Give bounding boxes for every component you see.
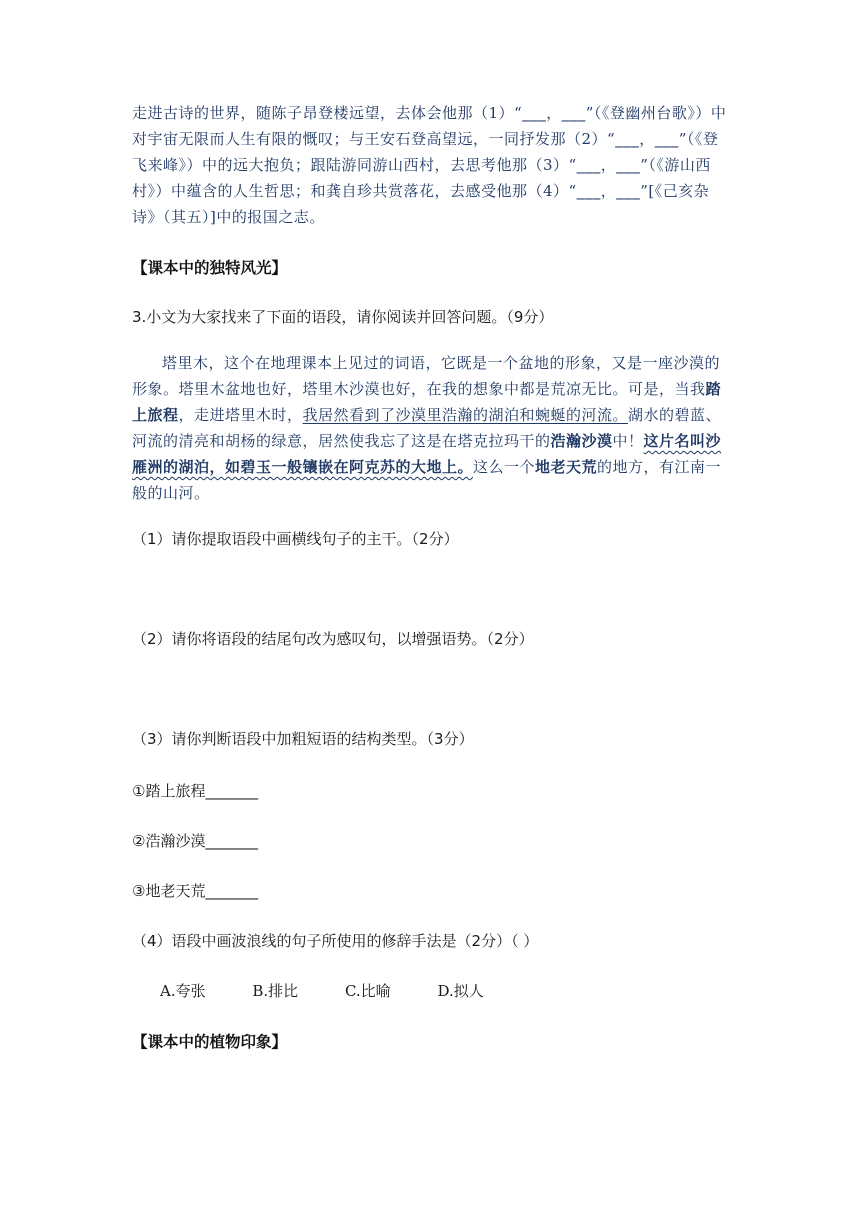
- fill-blank: ___: [654, 130, 679, 148]
- fill-blank: ___: [615, 130, 640, 148]
- passage-text: 的地方，有江南一般的山河。: [132, 458, 722, 502]
- intro-text-1: 走进古诗的世界，随陈子昂登楼远望，去体会他那（1）“: [132, 104, 523, 122]
- fill-blank: ___: [616, 156, 641, 174]
- intro-paragraph: [132, 100, 732, 230]
- answer-item-1[interactable]: ①踏上旅程_______: [132, 782, 258, 800]
- choice-options: [160, 980, 526, 1001]
- section-heading-plants: 【课本中的植物印象】: [132, 1033, 288, 1051]
- intro-text-4: ”（《游山西村》）中蕴含的人生哲思；和龚自珍共赏落花，去感受他那（4）“: [132, 156, 711, 200]
- sub-question-2: （2）请你将语段的结尾句改为感叹句，以增强语势。（2分）: [132, 630, 534, 648]
- comma: ，: [639, 130, 655, 148]
- bold-phrase-2: 浩瀚沙漠: [550, 432, 613, 450]
- bold-phrase-1: 踏上旅程: [132, 380, 722, 424]
- choice-c[interactable]: C.比喻: [344, 982, 391, 1000]
- reading-passage: [132, 350, 732, 506]
- fill-blank: ___: [522, 104, 547, 122]
- fill-blank: ___: [561, 104, 586, 122]
- comma: ，: [600, 156, 617, 174]
- bold-phrase-3: 地老天荒: [535, 458, 598, 476]
- intro-text-3: ”（《登飞来峰》）中的远大抱负；跟陆游同游山西村，去思考他那（3）“: [132, 130, 719, 174]
- passage-text: 湖水的碧蓝、河流的清亮和胡杨的绿意，居然使我忘了这是在塔克拉玛干的: [132, 406, 722, 450]
- passage-text: 塔里木，这个在地理课本上见过的词语，它既是一个盆地的形象，又是一座沙漠的形象。塔里木盆地也好，塔里木沙漠也好，在我的想象中都是荒凉无比。可是，当我: [132, 354, 721, 398]
- passage-text: ，走进塔里木时，: [178, 406, 303, 424]
- question-3-prompt: 3.小文为大家找来了下面的语段，请你阅读并回答问题。（9分）: [132, 308, 554, 326]
- fill-blank: ___: [576, 182, 601, 200]
- fill-blank: ___: [576, 156, 601, 174]
- passage-text: 这么一个: [473, 458, 536, 476]
- choice-b[interactable]: B.排比: [252, 982, 299, 1000]
- intro-text-5: ”[《己亥杂诗》（其五）]中的报国之志。: [132, 182, 710, 226]
- wavy-underlined-sentence: 这片名叫沙雁洲的湖泊，如碧玉一般镶嵌在阿克苏的大地上。: [132, 432, 722, 476]
- answer-item-3[interactable]: ③地老天荒_______: [132, 882, 258, 900]
- comma: ，: [546, 104, 562, 122]
- intro-text-2: ”（《登幽州台歌》）中对宇宙无限而人生有限的慨叹；与王安石登高望远，一同抒发那（2）“: [132, 104, 727, 148]
- passage-text: 中！: [612, 432, 644, 450]
- answer-item-2[interactable]: ②浩瀚沙漠_______: [132, 832, 258, 850]
- comma: ，: [600, 182, 617, 200]
- choice-a[interactable]: A.夸张: [160, 982, 206, 1000]
- section-heading-scenery: 【课本中的独特风光】: [132, 259, 288, 277]
- sub-question-4: （4）语段中画波浪线的句子所使用的修辞手法是（2分）（ ）: [132, 932, 539, 950]
- sub-question-1: （1）请你提取语段中画横线句子的主干。（2分）: [132, 530, 459, 548]
- choice-d[interactable]: D.拟人: [437, 982, 484, 1000]
- fill-blank: ___: [616, 182, 641, 200]
- underlined-sentence: 我居然看到了沙漠里浩瀚的湖泊和蜿蜒的河流。: [302, 406, 629, 424]
- sub-question-3: （3）请你判断语段中加粗短语的结构类型。（3分）: [132, 730, 474, 748]
